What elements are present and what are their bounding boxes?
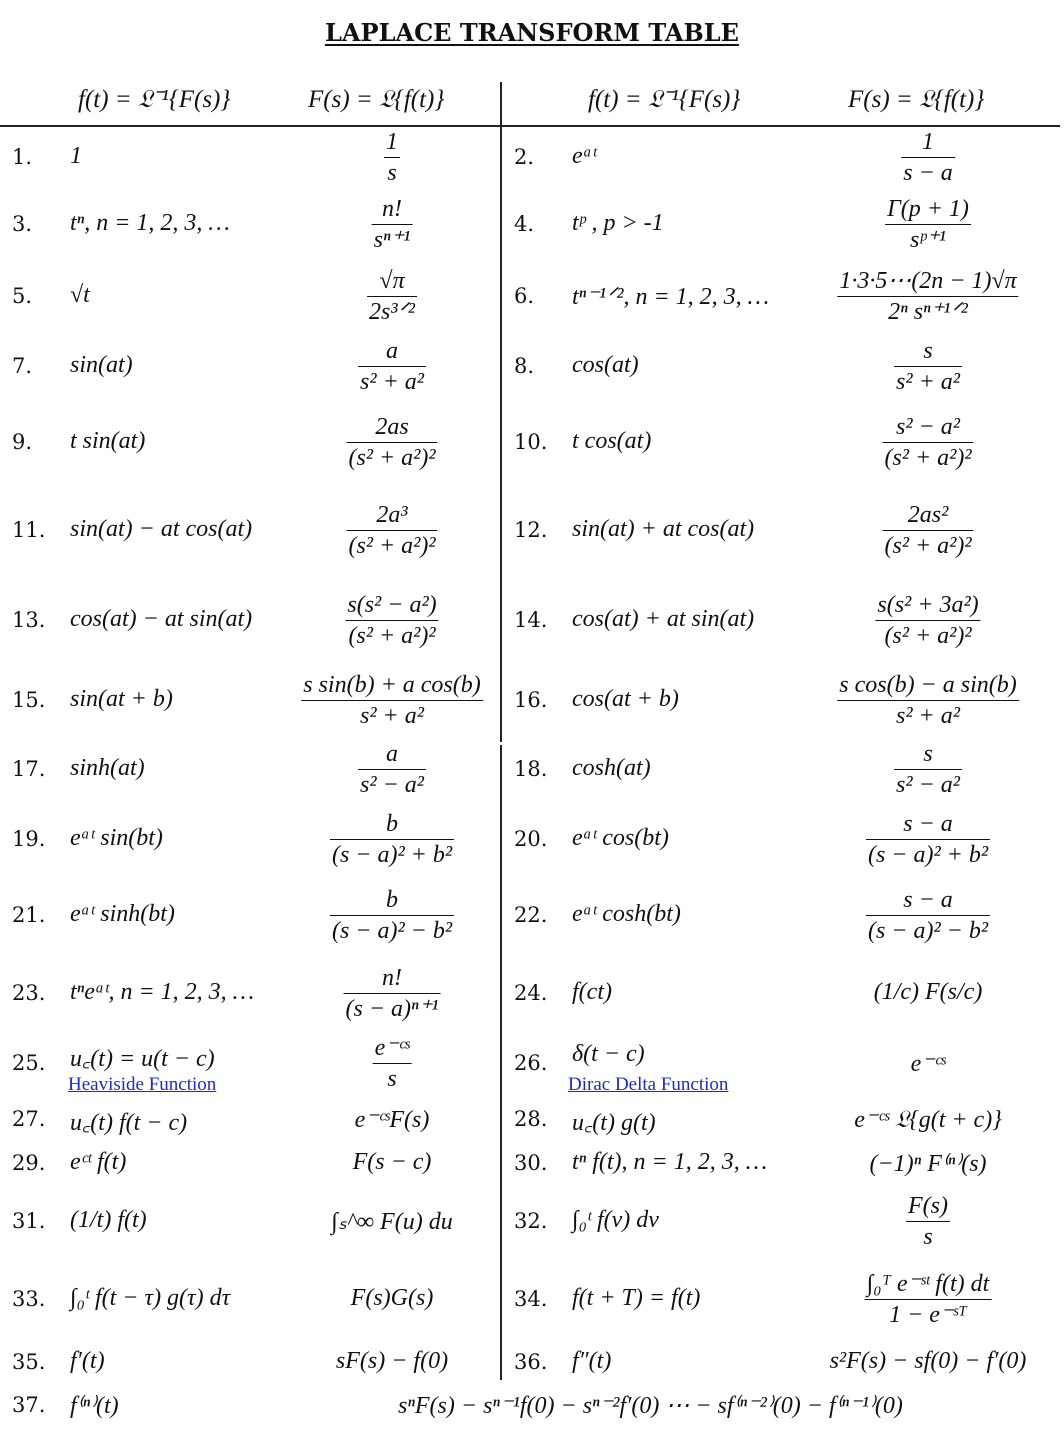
- fraction-numerator: a: [386, 338, 398, 364]
- fraction-denominator: (s − a)² − b²: [866, 915, 990, 946]
- time-function: cos(at) + at sin(at): [572, 606, 755, 632]
- row-number: 9.: [12, 430, 33, 454]
- time-function: eᶜᵗ f(t): [70, 1149, 127, 1175]
- time-function: u꜀(t) g(t): [572, 1110, 656, 1136]
- transform-fraction: [367, 266, 417, 327]
- row-number: 32.: [514, 1209, 548, 1233]
- header-left-transform: F(s) = 𝔏{f(t)}: [308, 86, 445, 113]
- row-number: 29.: [12, 1151, 46, 1175]
- transform-fraction: [866, 809, 990, 870]
- fraction: [837, 670, 1019, 731]
- fraction-denominator: s² + a²: [837, 700, 1019, 731]
- row-number: 12.: [514, 518, 548, 542]
- time-function: f⁽ⁿ⁾(t): [70, 1393, 119, 1419]
- time-function: ∫₀ᵗ f(v) dv: [572, 1207, 659, 1233]
- time-function: sin(at + b): [70, 686, 173, 712]
- row-number: 21.: [12, 903, 46, 927]
- fraction-denominator: (s² + a²)²: [345, 620, 438, 651]
- time-function: tᵖ , p > -1: [572, 210, 664, 236]
- transform-expression: s²F(s) − sf(0) − f′(0): [829, 1348, 1027, 1374]
- fraction-denominator: 2s³ᐟ²: [367, 296, 417, 327]
- fraction: [373, 1033, 412, 1094]
- transform-fraction: [837, 670, 1019, 731]
- fraction-numerator: 2as²: [907, 502, 949, 528]
- transform-fraction: [894, 336, 962, 397]
- fraction: [358, 336, 426, 397]
- fraction-denominator: (s² + a²)²: [346, 530, 437, 561]
- fraction-denominator: (s − a)² − b²: [330, 915, 454, 946]
- transform-expression-wide: sⁿF(s) − sⁿ⁻¹f(0) − sⁿ⁻²f′(0) ⋯ − sf⁽ⁿ⁻²⁾(0) − f⁽ⁿ⁻¹⁾(0): [398, 1393, 903, 1419]
- transform-fraction: [344, 963, 441, 1024]
- time-function: u꜀(t) f(t − c): [70, 1110, 188, 1136]
- transform-fraction: [885, 194, 971, 255]
- fraction: [894, 739, 962, 800]
- fraction: [330, 885, 454, 946]
- row-number: 25.: [12, 1051, 46, 1075]
- fraction-denominator: s − a: [901, 157, 955, 188]
- transform-fraction: [894, 739, 962, 800]
- time-function: f(ct): [572, 979, 612, 1005]
- transform-fraction: [875, 590, 980, 651]
- fraction: [346, 412, 437, 473]
- row-number: 34.: [514, 1287, 548, 1311]
- row-number: 15.: [12, 688, 46, 712]
- time-function: (1/t) f(t): [70, 1207, 147, 1233]
- time-function: cos(at): [572, 352, 639, 378]
- transform-fraction: [384, 127, 400, 188]
- transform-expression: F(s − c): [352, 1149, 432, 1175]
- fraction: [384, 127, 400, 188]
- transform-expression: e⁻ᶜˢ 𝔏{g(t + c)}: [854, 1107, 1002, 1133]
- transform-fraction: [345, 590, 438, 651]
- time-function: f″(t): [572, 1348, 612, 1374]
- time-function: eᵃᵗ cosh(bt): [572, 901, 681, 927]
- row-number: 23.: [12, 981, 46, 1005]
- time-function: cos(at) − at sin(at): [70, 606, 253, 632]
- row-number: 11.: [12, 518, 46, 542]
- time-function: sin(at) + at cos(at): [572, 516, 755, 542]
- transform-expression: F(s)G(s): [350, 1285, 434, 1311]
- fraction-denominator: sᵖ⁺¹: [885, 224, 971, 255]
- fraction-denominator: 1 − e⁻ˢᵀ: [865, 1299, 992, 1330]
- transform-expression: sF(s) − f(0): [335, 1348, 449, 1374]
- time-function: tⁿ, n = 1, 2, 3, …: [70, 210, 230, 236]
- fraction-denominator: (s² + a²)²: [346, 442, 437, 473]
- fraction: [837, 266, 1018, 327]
- transform-fraction: [301, 670, 483, 731]
- row-number: 37.: [12, 1393, 46, 1417]
- transform-fraction: [837, 266, 1018, 327]
- fraction: [367, 266, 417, 327]
- row-number: 27.: [12, 1107, 46, 1131]
- fraction: [345, 590, 438, 651]
- fraction-denominator: s: [906, 1221, 950, 1252]
- time-function: u꜀(t) = u(t − c): [70, 1046, 215, 1072]
- row-number: 8.: [514, 354, 535, 378]
- fraction-denominator: (s² + a²)²: [882, 530, 973, 561]
- fraction-denominator: s: [384, 157, 400, 188]
- row-number: 1.: [12, 145, 33, 169]
- fraction-numerator: a: [386, 741, 398, 767]
- row-number: 36.: [514, 1350, 548, 1374]
- row-number: 30.: [514, 1151, 548, 1175]
- transform-fraction: [346, 500, 437, 561]
- fraction-numerator: ∫₀ᵀ e⁻ˢᵗ f(t) dt: [866, 1271, 990, 1297]
- time-function: 1: [70, 143, 82, 169]
- transform-fraction: [882, 412, 973, 473]
- fraction-numerator: s(s² + 3a²): [877, 592, 979, 618]
- fraction-numerator: 2a³: [376, 502, 408, 528]
- row-number: 3.: [12, 212, 33, 236]
- column-divider-top: [500, 82, 502, 742]
- time-function: √t: [70, 282, 90, 308]
- fraction: [901, 127, 955, 188]
- fraction-denominator: s: [373, 1063, 412, 1094]
- fraction-denominator: s² − a²: [358, 769, 426, 800]
- fraction: [358, 739, 426, 800]
- fraction: [372, 194, 413, 255]
- time-function: tⁿ f(t), n = 1, 2, 3, …: [572, 1149, 768, 1175]
- row-number: 6.: [514, 284, 535, 308]
- transform-expression: e⁻ᶜˢ: [910, 1051, 946, 1077]
- header-right-transform: F(s) = 𝔏{f(t)}: [848, 86, 985, 113]
- time-function: cosh(at): [572, 755, 651, 781]
- transform-fraction: [906, 1191, 950, 1252]
- row-number: 22.: [514, 903, 548, 927]
- time-function: eᵃᵗ sinh(bt): [70, 901, 175, 927]
- fraction-numerator: s: [923, 338, 933, 364]
- row-number: 31.: [12, 1209, 46, 1233]
- row-number: 4.: [514, 212, 535, 236]
- column-divider-bottom: [500, 745, 502, 1380]
- row-number: 13.: [12, 608, 46, 632]
- transform-fraction: [358, 336, 426, 397]
- row-number: 14.: [514, 608, 548, 632]
- fraction-numerator: s cos(b) − a sin(b): [839, 672, 1017, 698]
- fraction-numerator: n!: [381, 965, 402, 991]
- fraction-numerator: s − a: [903, 811, 953, 837]
- fraction-denominator: s² + a²: [358, 366, 426, 397]
- time-function: eᵃᵗ: [572, 143, 597, 169]
- fraction-numerator: √π: [379, 268, 405, 294]
- fraction: [330, 809, 454, 870]
- transform-expression: ∫ₛ^∞ F(u) du: [331, 1209, 453, 1235]
- row-number: 16.: [514, 688, 548, 712]
- row-number: 33.: [12, 1287, 46, 1311]
- row-number: 2.: [514, 145, 535, 169]
- fraction-denominator: (s² + a²)²: [882, 442, 973, 473]
- transform-fraction: [865, 1269, 992, 1330]
- fraction: [866, 885, 990, 946]
- transform-fraction: [358, 739, 426, 800]
- transform-expression: (1/c) F(s/c): [873, 979, 983, 1005]
- fraction-numerator: 2as: [375, 414, 409, 440]
- time-function: t cos(at): [572, 428, 652, 454]
- fraction-denominator: s² + a²: [301, 700, 483, 731]
- fraction: [865, 1269, 992, 1330]
- row-number: 20.: [514, 827, 548, 851]
- fraction-denominator: sⁿ⁺¹: [372, 224, 413, 255]
- time-function: sin(at): [70, 352, 133, 378]
- row-number: 17.: [12, 757, 46, 781]
- heaviside-function-link[interactable]: Heaviside Function: [68, 1074, 217, 1095]
- transform-fraction: [373, 1033, 412, 1094]
- header-left-inverse: f(t) = 𝔏⁻¹{F(s)}: [78, 86, 231, 113]
- time-function: f(t + T) = f(t): [572, 1285, 701, 1311]
- fraction: [882, 412, 973, 473]
- fraction-denominator: (s − a)ⁿ⁺¹: [344, 993, 441, 1024]
- transform-expression: (−1)ⁿ F⁽ⁿ⁾(s): [869, 1151, 987, 1177]
- dirac-delta-function-link[interactable]: Dirac Delta Function: [568, 1074, 729, 1095]
- fraction: [882, 500, 973, 561]
- fraction-denominator: s² − a²: [894, 769, 962, 800]
- time-function: tⁿ⁻¹ᐟ², n = 1, 2, 3, …: [572, 284, 769, 310]
- transform-fraction: [901, 127, 955, 188]
- row-number: 26.: [514, 1051, 548, 1075]
- header-right-inverse: f(t) = 𝔏⁻¹{F(s)}: [588, 86, 741, 113]
- fraction: [344, 963, 441, 1024]
- transform-fraction: [346, 412, 437, 473]
- fraction: [346, 500, 437, 561]
- row-number: 18.: [514, 757, 548, 781]
- fraction: [894, 336, 962, 397]
- transform-fraction: [330, 809, 454, 870]
- fraction-numerator: F(s): [908, 1193, 948, 1219]
- fraction-denominator: (s − a)² + b²: [330, 839, 454, 870]
- fraction-denominator: s² + a²: [894, 366, 962, 397]
- row-number: 28.: [514, 1107, 548, 1131]
- row-number: 19.: [12, 827, 46, 851]
- row-number: 35.: [12, 1350, 46, 1374]
- time-function: cos(at + b): [572, 686, 679, 712]
- row-number: 5.: [12, 284, 33, 308]
- row-number: 7.: [12, 354, 33, 378]
- time-function: eᵃᵗ sin(bt): [70, 825, 163, 851]
- fraction-numerator: s sin(b) + a cos(b): [303, 672, 481, 698]
- fraction: [906, 1191, 950, 1252]
- transform-fraction: [330, 885, 454, 946]
- transform-fraction: [372, 194, 413, 255]
- fraction-numerator: s: [923, 741, 933, 767]
- fraction-numerator: e⁻ᶜˢ: [374, 1035, 410, 1061]
- fraction-numerator: b: [385, 811, 398, 837]
- fraction-denominator: (s² + a²)²: [875, 620, 980, 651]
- fraction-denominator: (s − a)² + b²: [866, 839, 990, 870]
- fraction-denominator: 2ⁿ sⁿ⁺¹ᐟ²: [837, 296, 1018, 327]
- transform-expression: e⁻ᶜˢF(s): [354, 1107, 430, 1133]
- row-number: 10.: [514, 430, 548, 454]
- fraction-numerator: 1: [921, 129, 934, 155]
- fraction: [885, 194, 971, 255]
- fraction-numerator: b: [385, 887, 398, 913]
- time-function: eᵃᵗ cos(bt): [572, 825, 669, 851]
- time-function: sin(at) − at cos(at): [70, 516, 253, 542]
- time-function: f′(t): [70, 1348, 105, 1374]
- page-title: LAPLACE TRANSFORM TABLE: [325, 18, 739, 47]
- fraction: [301, 670, 483, 731]
- time-function: sinh(at): [70, 755, 145, 781]
- transform-fraction: [882, 500, 973, 561]
- transform-fraction: [866, 885, 990, 946]
- fraction-numerator: Γ(p + 1): [887, 196, 969, 222]
- fraction-numerator: s(s² − a²): [347, 592, 437, 618]
- fraction-numerator: s − a: [903, 887, 953, 913]
- time-function: tⁿeᵃᵗ, n = 1, 2, 3, …: [70, 979, 255, 1005]
- fraction: [866, 809, 990, 870]
- time-function: δ(t − c): [572, 1041, 645, 1067]
- time-function: ∫₀ᵗ f(t − τ) g(τ) dτ: [70, 1285, 231, 1311]
- fraction: [875, 590, 980, 651]
- fraction-numerator: s² − a²: [896, 414, 960, 440]
- fraction-numerator: 1·3·5⋯(2n − 1)√π: [839, 268, 1017, 294]
- fraction-numerator: 1: [386, 129, 398, 155]
- time-function: t sin(at): [70, 428, 146, 454]
- fraction-numerator: n!: [381, 196, 402, 222]
- row-number: 24.: [514, 981, 548, 1005]
